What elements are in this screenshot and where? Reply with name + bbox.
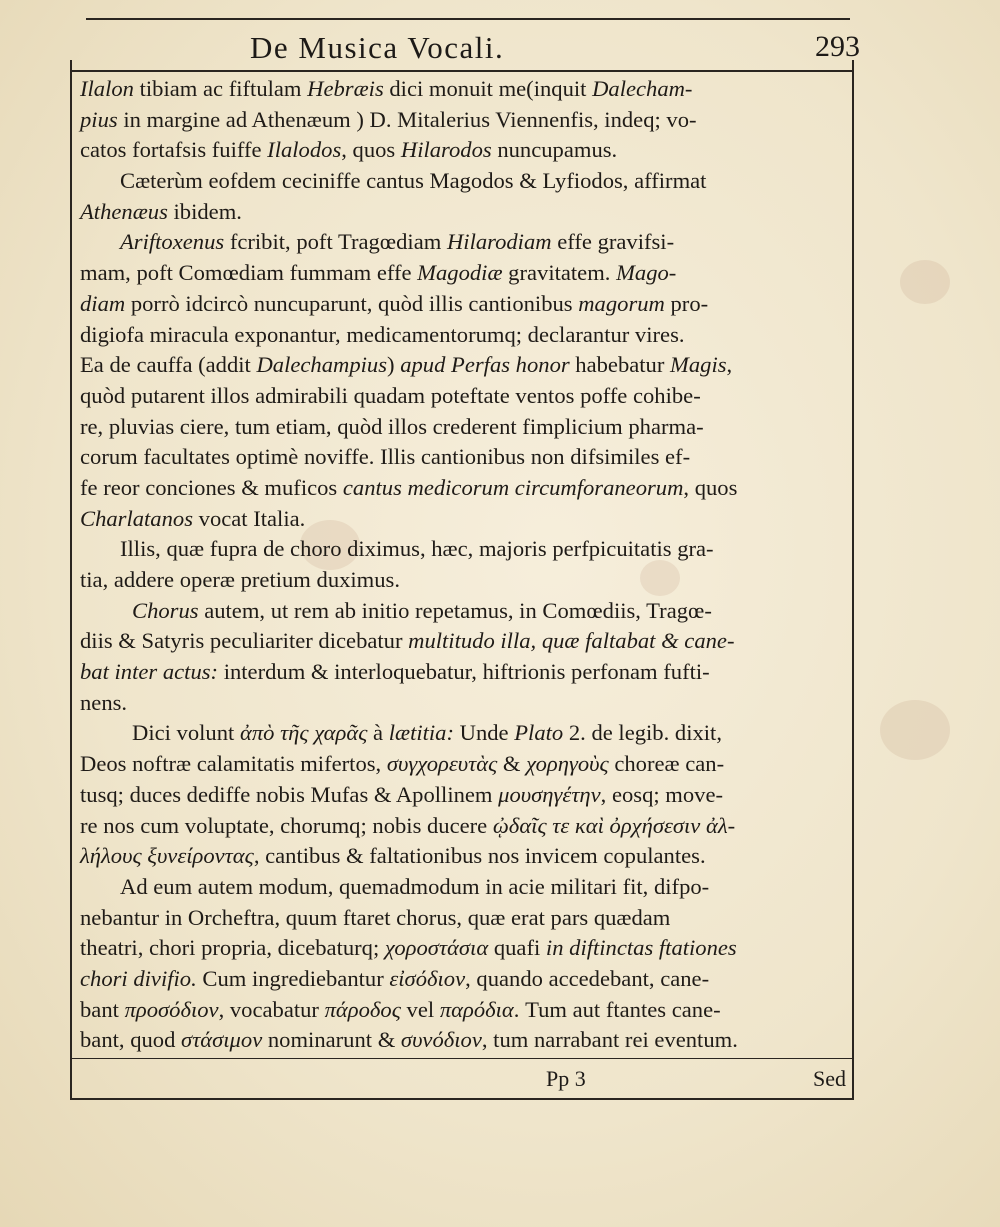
text-line [80, 74, 850, 105]
text-run: & [497, 751, 527, 777]
italic-run: Ilalon [80, 76, 134, 101]
text-run: pro- [664, 290, 709, 316]
italic-run: lætitia: [388, 720, 454, 746]
italic-run: συγχορευτὰς [386, 751, 498, 777]
text-run: Illis, quæ fupra de choro diximus, hæc, majoris perfpicuitatis gra- [120, 536, 714, 562]
text-line [80, 657, 850, 688]
text-run: vocat Italia. [193, 505, 306, 531]
text-line [80, 1025, 850, 1056]
italic-run: Dalechampius [256, 352, 388, 378]
text-run: Cum ingrediebantur [196, 965, 390, 991]
signature-mark: Pp 3 [546, 1066, 586, 1091]
italic-run: λήλους ξυνείροντας [80, 843, 254, 869]
text-line [80, 626, 850, 657]
italic-run: ἀπὸ τῆς χαρᾶς [239, 720, 368, 746]
text-run: tusq; duces dediffe nobis Mufas & Apollinem [80, 781, 499, 807]
text-line [80, 596, 850, 627]
text-line [80, 258, 850, 289]
text-run: ibidem. [167, 198, 242, 224]
italic-run: apud Perfas honor [400, 352, 570, 378]
italic-run: πάροδος [324, 996, 401, 1022]
text-run: Unde [454, 720, 515, 746]
text-run: quafi [488, 935, 546, 961]
text-line [80, 995, 850, 1026]
text-run: fe reor conciones & muficos [80, 474, 343, 500]
text-line [80, 289, 850, 320]
text-line [80, 780, 850, 811]
text-line [80, 504, 850, 535]
text-run: effe gravifsi- [551, 229, 675, 255]
text-run: nebantur in Orcheftra, quum ftaret chorus, quæ erat pars quædam [80, 904, 671, 930]
text-line [80, 811, 850, 842]
italic-run: προσόδιον [124, 996, 219, 1022]
text-run: autem, ut rem ab initio repetamus, in Comœdiis, Tragœ- [198, 597, 712, 623]
text-line [80, 105, 850, 136]
text-line [80, 933, 850, 964]
text-run: nens. [80, 689, 128, 715]
italic-run: ᾠδαῖς τε καὶ ὀρχήσεσιν ἀλ- [492, 812, 736, 838]
italic-run: in diftinctas ftationes [545, 935, 737, 961]
text-run: tia, addere operæ pretium duximus. [80, 567, 400, 592]
italic-run: Hebræis [307, 76, 384, 101]
text-run: fcribit, poft Tragœdiam [224, 229, 447, 255]
text-run: re nos cum voluptate, chorumq; nobis ducere [80, 812, 493, 838]
text-run: , [726, 352, 733, 378]
italic-run: cantus medicorum circumforaneorum [342, 474, 684, 500]
text-run: Ea de cauffa (addit [80, 352, 257, 378]
text-run: 2. de legib. dixit, [563, 720, 722, 746]
text-line [80, 872, 850, 903]
italic-run: Chorus [132, 597, 199, 623]
italic-run: Magodiæ [417, 260, 503, 286]
italic-run: Magis [670, 352, 727, 378]
text-run: habebatur [569, 352, 671, 378]
italic-run: εἰσόδιον [389, 965, 466, 991]
italic-run: Athenæus [80, 198, 168, 224]
italic-run: συνόδιον [400, 1027, 482, 1053]
running-title: De Musica Vocali. [250, 30, 505, 65]
text-run: , quos [341, 137, 401, 163]
text-line [80, 841, 850, 872]
text-run: bant [80, 996, 125, 1022]
text-run: , vocabatur [218, 996, 325, 1022]
text-run: vel [400, 996, 440, 1022]
italic-run: Charlatanos [80, 505, 193, 531]
text-line [80, 381, 850, 412]
text-run: bant, quod [80, 1027, 182, 1053]
text-line [80, 320, 850, 351]
italic-run: pius [80, 106, 118, 132]
italic-run: multitudo illa, quæ faltabat & cane- [408, 628, 735, 654]
italic-run: Plato [514, 720, 564, 746]
paper-stain [900, 260, 950, 304]
italic-run: Dalecham- [592, 76, 693, 101]
italic-run: Ariftoxenus [120, 229, 225, 255]
body-text [80, 74, 850, 1056]
italic-run: στάσιμον [181, 1027, 263, 1053]
italic-run: bat inter actus: [80, 659, 219, 685]
italic-run: χορηγοὺς [526, 751, 609, 777]
header-rule [70, 70, 854, 72]
text-run: interdum & interloquebatur, hiftrionis perfonam fufti- [218, 659, 710, 685]
right-border-rule [852, 60, 854, 1100]
italic-run: Ilalodos [267, 137, 342, 163]
text-run: corum facultates optimè noviffe. Illis cantionibus non difsimiles ef- [80, 444, 691, 470]
text-run: digiofa miracula exponantur, medicamentorumq; declarantur vires. [80, 321, 685, 347]
text-run: nuncupamus. [491, 137, 618, 163]
text-run: Ad eum autem modum, quemadmodum in acie militari fit, difpo- [120, 873, 710, 899]
text-run: mam, poft Comœdiam fummam effe [80, 260, 418, 286]
text-run: dici monuit me(inquit [383, 76, 593, 101]
text-line [80, 442, 850, 473]
text-line [80, 412, 850, 443]
text-run: Dici volunt [132, 720, 240, 746]
text-line [80, 227, 850, 258]
text-line [80, 964, 850, 995]
text-run: , quos [683, 474, 738, 500]
italic-run: παρόδια [439, 996, 514, 1022]
text-run: Deos noftræ calamitatis mifertos, [80, 751, 387, 777]
italic-run: Hilarodiam [446, 229, 552, 255]
text-line [80, 350, 850, 381]
text-run: . Tum aut ftantes cane- [513, 996, 721, 1022]
italic-run: Mago- [616, 260, 677, 286]
text-run: à [367, 720, 389, 746]
text-run: gravitatem. [502, 260, 617, 286]
footer-rule [70, 1058, 854, 1059]
text-run: porrò idcircò nuncuparunt, quòd illis cantionibus [125, 290, 579, 316]
italic-run: χοροστάσια [384, 935, 489, 961]
text-line [80, 135, 850, 166]
paper-stain [880, 700, 950, 760]
page-footer [70, 1066, 860, 1102]
text-line [80, 749, 850, 780]
page-number: 293 [815, 30, 860, 63]
left-border-rule [70, 60, 72, 1100]
text-run: , cantibus & faltationibus nos invicem copulantes. [253, 843, 706, 869]
text-line [80, 534, 850, 565]
text-run: re, pluvias ciere, tum etiam, quòd illos crederent fimplicium pharma- [80, 413, 704, 439]
text-line [80, 718, 850, 749]
text-line [80, 197, 850, 228]
text-run: , eosq; move- [600, 781, 724, 807]
text-run: ) [387, 352, 401, 378]
italic-run: μουσηγέτην [498, 781, 601, 807]
page-header [70, 26, 860, 68]
text-run: Cæterùm eofdem ceciniffe cantus Magodos & Lyfiodos, affirmat [120, 168, 707, 194]
text-run: catos fortafsis fuiffe [80, 137, 268, 163]
text-line [80, 166, 850, 197]
text-run: in margine ad Athenæum ) D. Mitalerius Viennenfis, indeq; vo- [117, 106, 697, 132]
text-run: tibiam ac fiftulam [133, 76, 308, 101]
text-line [80, 688, 850, 719]
text-run: theatri, chori propria, dicebaturq; [80, 935, 385, 961]
italic-run: magorum [578, 290, 665, 316]
text-line [80, 903, 850, 934]
italic-run: Hilarodos [400, 137, 492, 163]
text-run: quòd putarent illos admirabili quadam poteftate ventos poffe cohibe- [80, 382, 701, 408]
text-run: diis & Satyris peculiariter dicebatur [80, 628, 409, 654]
top-rule [86, 18, 850, 20]
text-run: nominarunt & [262, 1027, 401, 1053]
text-run: , tum narrabant rei eventum. [481, 1027, 738, 1053]
italic-run: diam [80, 290, 126, 316]
catchword: Sed [813, 1066, 846, 1091]
text-line [80, 565, 850, 596]
text-run: , quando accedebant, cane- [465, 965, 710, 991]
text-run: choreæ can- [608, 751, 725, 777]
text-line [80, 473, 850, 504]
italic-run: chori divifio. [80, 965, 197, 991]
